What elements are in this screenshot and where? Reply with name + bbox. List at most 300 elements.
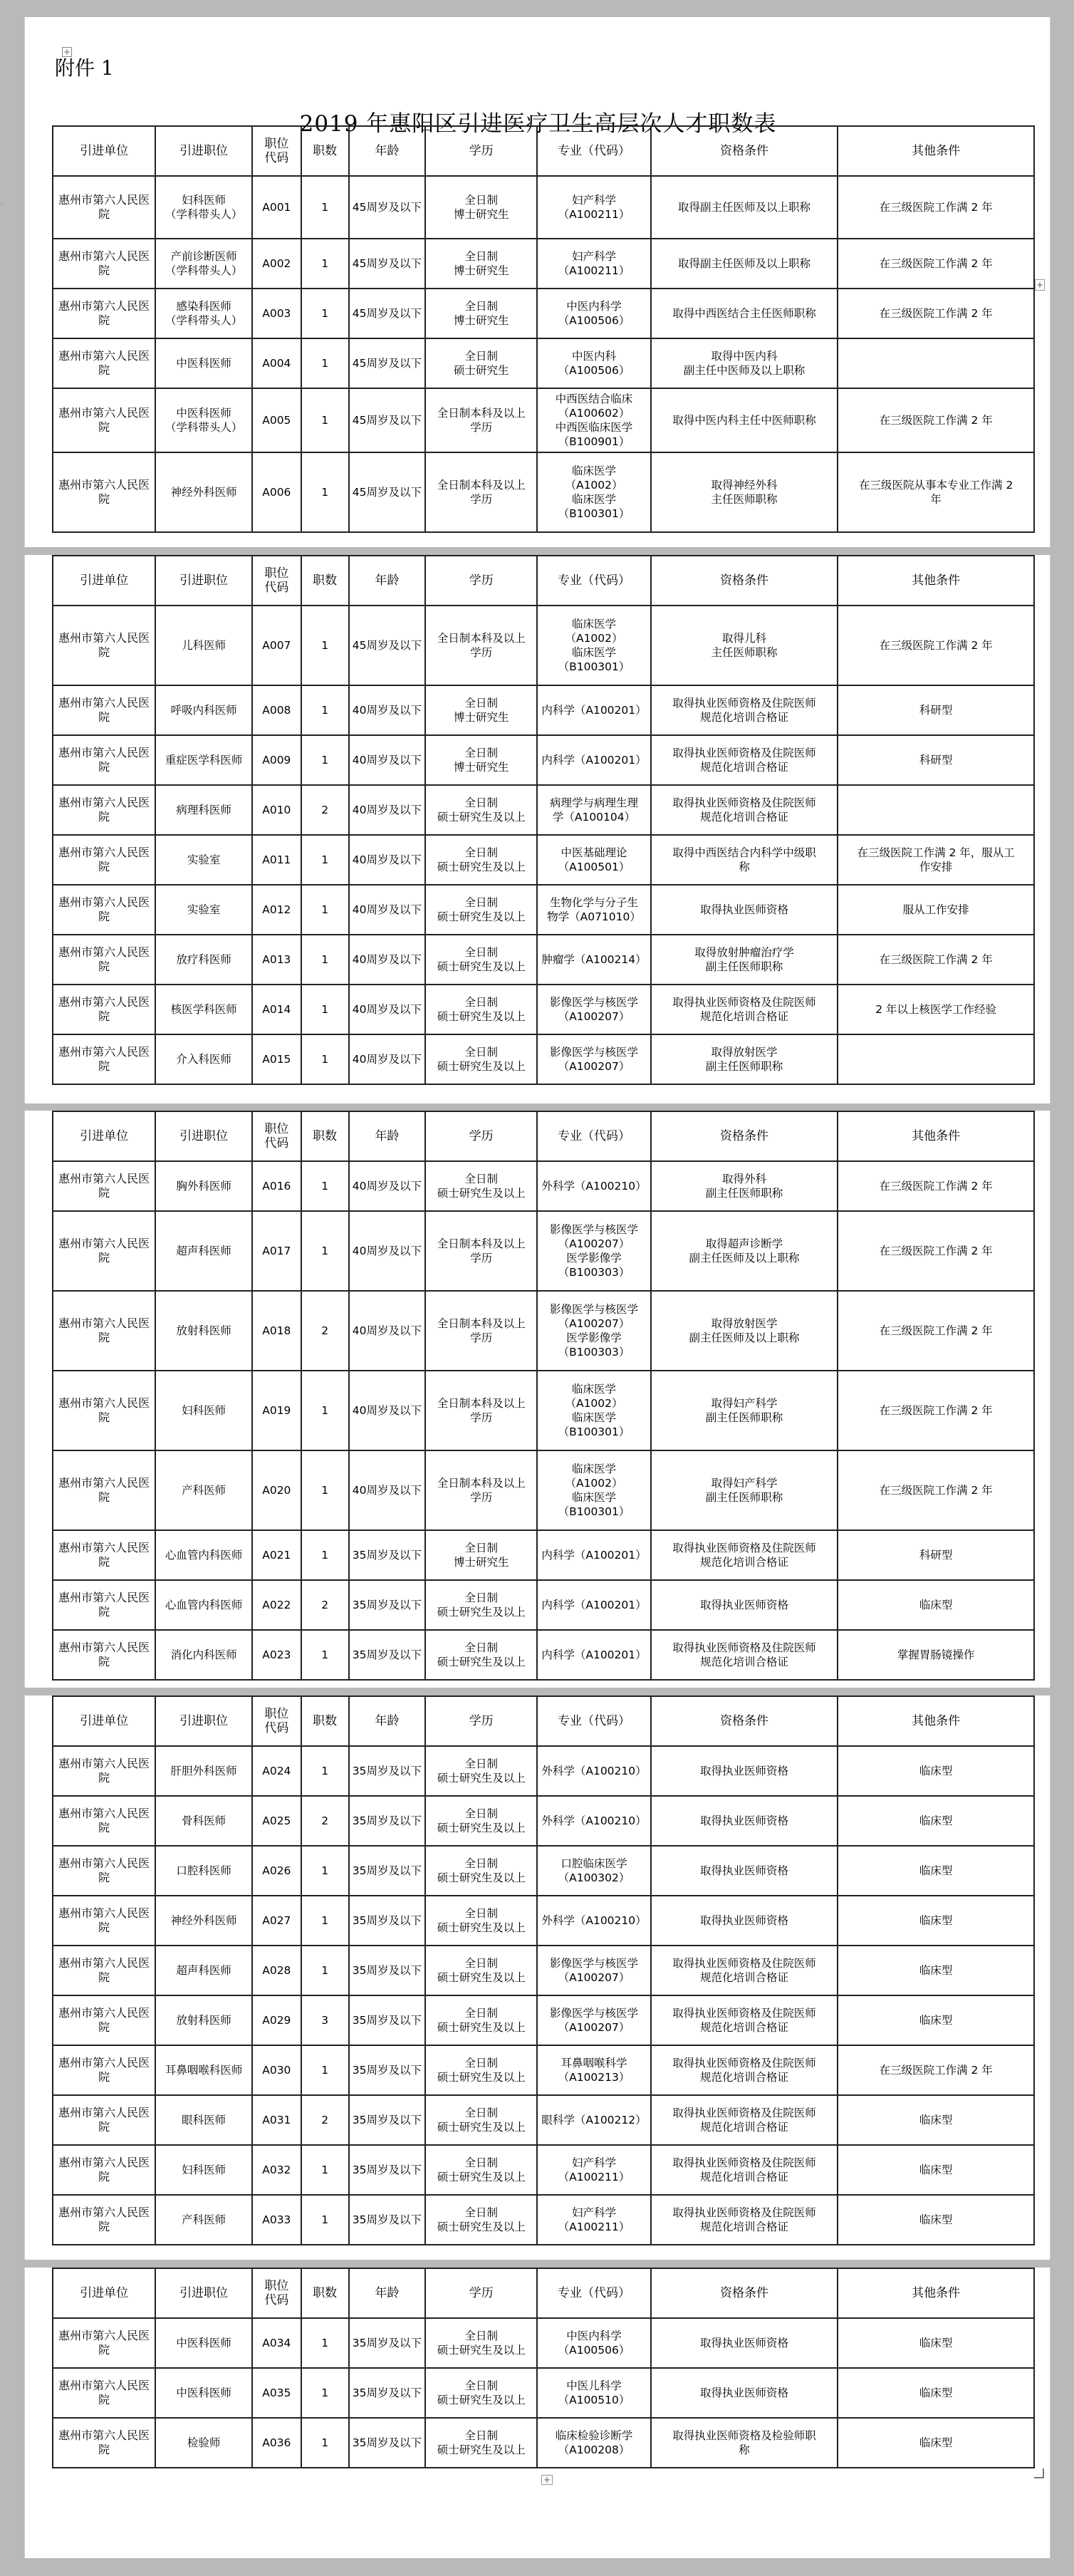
age-cell: 40周岁及以下 — [349, 1450, 426, 1530]
count-cell: 1 — [301, 1161, 349, 1211]
table-resize-handle[interactable] — [1034, 2468, 1044, 2478]
header-other: 其他条件 — [838, 1111, 1034, 1161]
age-cell: 35周岁及以下 — [349, 1846, 426, 1896]
education-cell: 全日制 硕士研究生及以上 — [425, 1995, 537, 2045]
count-cell: 1 — [301, 835, 349, 885]
table-row — [53, 2045, 1034, 2095]
age-cell: 35周岁及以下 — [349, 1995, 426, 2045]
position-cell: 产前诊断医师 （学科带头人） — [155, 239, 252, 289]
header-position: 引进职位 — [155, 556, 252, 606]
other-cell: 临床型 — [838, 1896, 1034, 1946]
code-cell: A022 — [252, 1580, 301, 1630]
major-cell: 临床医学 （A1002） 临床医学 （B100301） — [537, 1450, 650, 1530]
major-cell: 内科学（A100201） — [537, 1530, 650, 1580]
count-cell: 1 — [301, 2045, 349, 2095]
count-cell: 2 — [301, 785, 349, 835]
other-cell: 临床型 — [838, 2195, 1034, 2245]
education-cell: 全日制 博士研究生 — [425, 289, 537, 338]
code-cell: A021 — [252, 1530, 301, 1580]
position-cell: 超声科医师 — [155, 1946, 252, 1995]
qualification-cell: 取得副主任医师及以上职称 — [651, 239, 838, 289]
code-cell: A013 — [252, 935, 301, 985]
org-cell: 惠州市第六人民医院 — [53, 2318, 155, 2368]
header-major: 专业（代码） — [537, 126, 650, 176]
qualification-cell: 取得执业医师资格 — [651, 1580, 838, 1630]
code-cell: A006 — [252, 452, 301, 532]
major-cell: 妇产科学 （A100211） — [537, 2145, 650, 2195]
position-cell: 产科医师 — [155, 2195, 252, 2245]
education-cell: 全日制 硕士研究生及以上 — [425, 2368, 537, 2418]
major-cell: 影像医学与核医学 （A100207） 医学影像学 （B100303） — [537, 1291, 650, 1371]
major-cell: 影像医学与核医学 （A100207） — [537, 1034, 650, 1084]
header-education: 学历 — [425, 126, 537, 176]
header-other: 其他条件 — [838, 556, 1034, 606]
count-cell: 1 — [301, 239, 349, 289]
table-row — [53, 2195, 1034, 2245]
education-cell: 全日制 硕士研究生及以上 — [425, 1896, 537, 1946]
other-cell: 科研型 — [838, 685, 1034, 735]
page-3 — [24, 1111, 1050, 1688]
education-cell: 全日制 硕士研究生及以上 — [425, 2318, 537, 2368]
count-cell: 2 — [301, 1291, 349, 1371]
code-cell: A033 — [252, 2195, 301, 2245]
table-row — [53, 935, 1034, 985]
education-cell: 全日制 硕士研究生及以上 — [425, 1796, 537, 1846]
major-cell: 生物化学与分子生 物学（A071010） — [537, 885, 650, 935]
age-cell: 40周岁及以下 — [349, 1291, 426, 1371]
qualification-cell: 取得副主任医师及以上职称 — [651, 176, 838, 239]
education-cell: 全日制 硕士研究生及以上 — [425, 2045, 537, 2095]
table-row — [53, 388, 1034, 452]
education-cell: 全日制 博士研究生 — [425, 685, 537, 735]
age-cell: 40周岁及以下 — [349, 1371, 426, 1450]
age-cell: 35周岁及以下 — [349, 1580, 426, 1630]
other-cell: 在三级医院从事本专业工作满 2 年 — [838, 452, 1034, 532]
header-other: 其他条件 — [838, 2268, 1034, 2318]
other-cell: 在三级医院工作满 2 年 — [838, 388, 1034, 452]
major-cell: 眼科学（A100212） — [537, 2095, 650, 2145]
table-segment-5 — [52, 2268, 1035, 2468]
other-cell — [838, 338, 1034, 388]
code-cell: A026 — [252, 1846, 301, 1896]
qualification-cell: 取得儿科 主任医师职称 — [651, 606, 838, 685]
other-cell: 临床型 — [838, 1846, 1034, 1896]
code-cell: A019 — [252, 1371, 301, 1450]
major-cell: 中医儿科学 （A100510） — [537, 2368, 650, 2418]
major-cell: 影像医学与核医学 （A100207） — [537, 1946, 650, 1995]
code-cell: A016 — [252, 1161, 301, 1211]
qualification-cell: 取得放射肿瘤治疗学 副主任医师职称 — [651, 935, 838, 985]
header-position: 引进职位 — [155, 1696, 252, 1746]
other-cell: 临床型 — [838, 2318, 1034, 2368]
education-cell: 全日制 硕士研究生及以上 — [425, 835, 537, 885]
code-cell: A028 — [252, 1946, 301, 1995]
major-cell: 肿瘤学（A100214） — [537, 935, 650, 985]
table-row — [53, 338, 1034, 388]
code-cell: A030 — [252, 2045, 301, 2095]
code-cell: A020 — [252, 1450, 301, 1530]
age-cell: 35周岁及以下 — [349, 2418, 426, 2468]
document-title: 2019 年惠阳区引进医疗卫生高层次人才职数表 — [299, 111, 777, 137]
other-cell: 在三级医院工作满 2 年 — [838, 176, 1034, 239]
other-cell: 临床型 — [838, 1580, 1034, 1630]
count-cell: 1 — [301, 685, 349, 735]
count-cell: 1 — [301, 1630, 349, 1680]
table-row — [53, 239, 1034, 289]
age-cell: 35周岁及以下 — [349, 1796, 426, 1846]
org-cell: 惠州市第六人民医院 — [53, 1946, 155, 1995]
qualification-cell: 取得神经外科 主任医师职称 — [651, 452, 838, 532]
education-cell: 全日制 硕士研究生及以上 — [425, 1630, 537, 1680]
position-cell: 介入科医师 — [155, 1034, 252, 1084]
header-org: 引进单位 — [53, 2268, 155, 2318]
other-cell — [838, 785, 1034, 835]
code-cell: A025 — [252, 1796, 301, 1846]
header-other: 其他条件 — [838, 1696, 1034, 1746]
position-cell: 感染科医师 （学科带头人） — [155, 289, 252, 338]
qualification-cell: 取得超声诊断学 副主任医师及以上职称 — [651, 1211, 838, 1291]
org-cell: 惠州市第六人民医院 — [53, 1530, 155, 1580]
code-cell: A017 — [252, 1211, 301, 1291]
header-count: 职数 — [301, 1111, 349, 1161]
org-cell: 惠州市第六人民医院 — [53, 985, 155, 1034]
org-cell: 惠州市第六人民医院 — [53, 1580, 155, 1630]
education-cell: 全日制本科及以上 学历 — [425, 452, 537, 532]
qualification-cell: 取得执业医师资格 — [651, 1896, 838, 1946]
position-cell: 儿科医师 — [155, 606, 252, 685]
table-segment-3 — [52, 1111, 1035, 1681]
other-cell: 临床型 — [838, 1746, 1034, 1796]
count-cell: 1 — [301, 2195, 349, 2245]
age-cell: 45周岁及以下 — [349, 338, 426, 388]
table-row — [53, 1580, 1034, 1630]
other-cell: 在三级医院工作满 2 年 — [838, 239, 1034, 289]
qualification-cell: 取得执业医师资格及住院医师 规范化培训合格证 — [651, 735, 838, 785]
count-cell: 1 — [301, 1946, 349, 1995]
age-cell: 45周岁及以下 — [349, 606, 426, 685]
other-cell: 临床型 — [838, 1995, 1034, 2045]
qualification-cell: 取得执业医师资格及住院医师 规范化培训合格证 — [651, 1630, 838, 1680]
org-cell: 惠州市第六人民医院 — [53, 1796, 155, 1846]
qualification-cell: 取得执业医师资格 — [651, 1846, 838, 1896]
header-code: 职位 代码 — [252, 556, 301, 606]
qualification-cell: 取得中医内科主任中医师职称 — [651, 388, 838, 452]
count-cell: 1 — [301, 388, 349, 452]
education-cell: 全日制 硕士研究生 — [425, 338, 537, 388]
header-code: 职位 代码 — [252, 126, 301, 176]
position-cell: 妇科医师 — [155, 2145, 252, 2195]
position-cell: 心血管内科医师 — [155, 1580, 252, 1630]
education-cell: 全日制本科及以上 学历 — [425, 1291, 537, 1371]
major-cell: 病理学与病理生理 学（A100104） — [537, 785, 650, 835]
education-cell: 全日制 硕士研究生及以上 — [425, 1580, 537, 1630]
page-1 — [24, 17, 1050, 547]
major-cell: 内科学（A100201） — [537, 1630, 650, 1680]
table-move-handle[interactable]: + — [63, 47, 71, 57]
other-cell: 掌握胃肠镜操作 — [838, 1630, 1034, 1680]
major-cell: 临床医学 （A1002） 临床医学 （B100301） — [537, 606, 650, 685]
org-cell: 惠州市第六人民医院 — [53, 239, 155, 289]
position-cell: 胸外科医师 — [155, 1161, 252, 1211]
age-cell: 40周岁及以下 — [349, 735, 426, 785]
code-cell: A027 — [252, 1896, 301, 1946]
table-row — [53, 2145, 1034, 2195]
education-cell: 全日制 硕士研究生及以上 — [425, 1034, 537, 1084]
positions-table — [52, 1111, 1035, 1681]
count-cell: 1 — [301, 176, 349, 239]
major-cell: 妇产科学 （A100211） — [537, 2195, 650, 2245]
position-cell: 中医科医师 — [155, 2318, 252, 2368]
position-cell: 放疗科医师 — [155, 935, 252, 985]
count-cell: 1 — [301, 735, 349, 785]
age-cell: 45周岁及以下 — [349, 388, 426, 452]
count-cell: 1 — [301, 338, 349, 388]
other-cell: 在三级医院工作满 2 年 — [838, 1371, 1034, 1450]
education-cell: 全日制 硕士研究生及以上 — [425, 2418, 537, 2468]
education-cell: 全日制 硕士研究生及以上 — [425, 1746, 537, 1796]
positions-table — [52, 125, 1035, 533]
education-cell: 全日制 硕士研究生及以上 — [425, 1161, 537, 1211]
position-cell: 骨科医师 — [155, 1796, 252, 1846]
major-cell: 妇产科学 （A100211） — [537, 176, 650, 239]
major-cell: 临床检验诊断学 （A100208） — [537, 2418, 650, 2468]
education-cell: 全日制 硕士研究生及以上 — [425, 2145, 537, 2195]
org-cell: 惠州市第六人民医院 — [53, 452, 155, 532]
org-cell: 惠州市第六人民医院 — [53, 338, 155, 388]
code-cell: A032 — [252, 2145, 301, 2195]
code-cell: A015 — [252, 1034, 301, 1084]
major-cell: 影像医学与核医学 （A100207） — [537, 985, 650, 1034]
education-cell: 全日制 硕士研究生及以上 — [425, 1946, 537, 1995]
code-cell: A029 — [252, 1995, 301, 2045]
positions-table — [52, 555, 1035, 1085]
header-org: 引进单位 — [53, 126, 155, 176]
table-row — [53, 1371, 1034, 1450]
header-count: 职数 — [301, 556, 349, 606]
header-qualification: 资格条件 — [651, 2268, 838, 2318]
age-cell: 35周岁及以下 — [349, 1630, 426, 1680]
age-cell: 35周岁及以下 — [349, 1746, 426, 1796]
positions-table — [52, 2268, 1035, 2468]
age-cell: 40周岁及以下 — [349, 1211, 426, 1291]
table-segment-2 — [52, 555, 1035, 1085]
table-row — [53, 1161, 1034, 1211]
major-cell: 外科学（A100210） — [537, 1896, 650, 1946]
education-cell: 全日制 硕士研究生及以上 — [425, 2195, 537, 2245]
age-cell: 35周岁及以下 — [349, 2318, 426, 2368]
table-segment-4 — [52, 1695, 1035, 2245]
major-cell: 耳鼻咽喉科学 （A100213） — [537, 2045, 650, 2095]
age-cell: 35周岁及以下 — [349, 1946, 426, 1995]
table-row — [53, 1630, 1034, 1680]
qualification-cell: 取得外科 副主任医师职称 — [651, 1161, 838, 1211]
qualification-cell: 取得执业医师资格 — [651, 885, 838, 935]
count-cell: 1 — [301, 2418, 349, 2468]
qualification-cell: 取得执业医师资格及住院医师 规范化培训合格证 — [651, 985, 838, 1034]
table-row — [53, 835, 1034, 885]
code-cell: A004 — [252, 338, 301, 388]
major-cell: 中医基础理论 （A100501） — [537, 835, 650, 885]
table-row — [53, 1530, 1034, 1580]
position-cell: 呼吸内科医师 — [155, 685, 252, 735]
header-education: 学历 — [425, 556, 537, 606]
age-cell: 35周岁及以下 — [349, 2145, 426, 2195]
qualification-cell: 取得执业医师资格及住院医师 规范化培训合格证 — [651, 1995, 838, 2045]
qualification-cell: 取得执业医师资格 — [651, 1796, 838, 1846]
header-qualification: 资格条件 — [651, 556, 838, 606]
major-cell: 外科学（A100210） — [537, 1746, 650, 1796]
other-cell: 2 年以上核医学工作经验 — [838, 985, 1034, 1034]
qualification-cell: 取得中医内科 副主任中医师及以上职称 — [651, 338, 838, 388]
other-cell: 在三级医院工作满 2 年 — [838, 2045, 1034, 2095]
position-cell: 产科医师 — [155, 1450, 252, 1530]
age-cell: 40周岁及以下 — [349, 985, 426, 1034]
count-cell: 1 — [301, 1746, 349, 1796]
table-row — [53, 735, 1034, 785]
education-cell: 全日制 博士研究生 — [425, 735, 537, 785]
add-row-handle[interactable]: + — [541, 2475, 553, 2485]
org-cell: 惠州市第六人民医院 — [53, 1371, 155, 1450]
major-cell: 内科学（A100201） — [537, 735, 650, 785]
org-cell: 惠州市第六人民医院 — [53, 2145, 155, 2195]
header-age: 年龄 — [349, 1111, 426, 1161]
count-cell: 1 — [301, 885, 349, 935]
org-cell: 惠州市第六人民医院 — [53, 2095, 155, 2145]
position-cell: 心血管内科医师 — [155, 1530, 252, 1580]
org-cell: 惠州市第六人民医院 — [53, 176, 155, 239]
education-cell: 全日制本科及以上 学历 — [425, 1371, 537, 1450]
position-cell: 重症医学科医师 — [155, 735, 252, 785]
table-row — [53, 289, 1034, 338]
position-cell: 消化内科医师 — [155, 1630, 252, 1680]
qualification-cell: 取得执业医师资格及住院医师 规范化培训合格证 — [651, 2095, 838, 2145]
header-age: 年龄 — [349, 126, 426, 176]
count-cell: 1 — [301, 1450, 349, 1530]
education-cell: 全日制 硕士研究生及以上 — [425, 785, 537, 835]
position-cell: 耳鼻咽喉科医师 — [155, 2045, 252, 2095]
header-age: 年龄 — [349, 556, 426, 606]
age-cell: 35周岁及以下 — [349, 2045, 426, 2095]
table-row — [53, 1746, 1034, 1796]
code-cell: A012 — [252, 885, 301, 935]
org-cell: 惠州市第六人民医院 — [53, 785, 155, 835]
position-cell: 超声科医师 — [155, 1211, 252, 1291]
position-cell: 眼科医师 — [155, 2095, 252, 2145]
qualification-cell: 取得执业医师资格及住院医师 规范化培训合格证 — [651, 685, 838, 735]
org-cell: 惠州市第六人民医院 — [53, 2195, 155, 2245]
table-header-row — [53, 556, 1034, 606]
header-major: 专业（代码） — [537, 2268, 650, 2318]
header-education: 学历 — [425, 2268, 537, 2318]
age-cell: 40周岁及以下 — [349, 785, 426, 835]
header-education: 学历 — [425, 1111, 537, 1161]
annex-label: 附件 1 — [55, 56, 114, 80]
table-row — [53, 985, 1034, 1034]
other-cell: 在三级医院工作满 2 年 — [838, 1291, 1034, 1371]
count-cell: 1 — [301, 2145, 349, 2195]
count-cell: 1 — [301, 1846, 349, 1896]
header-qualification: 资格条件 — [651, 1696, 838, 1746]
qualification-cell: 取得执业医师资格及住院医师 规范化培训合格证 — [651, 2145, 838, 2195]
org-cell: 惠州市第六人民医院 — [53, 1846, 155, 1896]
count-cell: 1 — [301, 935, 349, 985]
page-5 — [24, 2268, 1050, 2558]
major-cell: 外科学（A100210） — [537, 1796, 650, 1846]
table-segment-1 — [52, 125, 1035, 533]
add-column-handle[interactable]: + — [1036, 280, 1044, 290]
count-cell: 3 — [301, 1995, 349, 2045]
age-cell: 35周岁及以下 — [349, 1530, 426, 1580]
position-cell: 实验室 — [155, 835, 252, 885]
table-row — [53, 1034, 1034, 1084]
code-cell: A031 — [252, 2095, 301, 2145]
other-cell: 临床型 — [838, 2145, 1034, 2195]
code-cell: A023 — [252, 1630, 301, 1680]
position-cell: 放射科医师 — [155, 1995, 252, 2045]
other-cell: 科研型 — [838, 735, 1034, 785]
count-cell: 1 — [301, 2318, 349, 2368]
table-header-row — [53, 2268, 1034, 2318]
position-cell: 中医科医师 — [155, 338, 252, 388]
other-cell: 在三级医院工作满 2 年 — [838, 289, 1034, 338]
age-cell: 35周岁及以下 — [349, 2095, 426, 2145]
code-cell: A034 — [252, 2318, 301, 2368]
education-cell: 全日制 博士研究生 — [425, 1530, 537, 1580]
org-cell: 惠州市第六人民医院 — [53, 1291, 155, 1371]
page-4 — [24, 1695, 1050, 2260]
header-count: 职数 — [301, 1696, 349, 1746]
header-age: 年龄 — [349, 2268, 426, 2318]
count-cell: 1 — [301, 452, 349, 532]
age-cell: 35周岁及以下 — [349, 1896, 426, 1946]
table-row — [53, 1995, 1034, 2045]
count-cell: 2 — [301, 1580, 349, 1630]
age-cell: 40周岁及以下 — [349, 885, 426, 935]
major-cell: 中医内科 （A100506） — [537, 338, 650, 388]
education-cell: 全日制 硕士研究生及以上 — [425, 935, 537, 985]
header-code: 职位 代码 — [252, 2268, 301, 2318]
table-header-row — [53, 126, 1034, 176]
count-cell: 1 — [301, 1211, 349, 1291]
header-qualification: 资格条件 — [651, 1111, 838, 1161]
table-header-row — [53, 1696, 1034, 1746]
qualification-cell: 取得中西医结合主任医师职称 — [651, 289, 838, 338]
qualification-cell: 取得执业医师资格及住院医师 规范化培训合格证 — [651, 1530, 838, 1580]
position-cell: 中医科医师 （学科带头人） — [155, 388, 252, 452]
qualification-cell: 取得妇产科学 副主任医师职称 — [651, 1450, 838, 1530]
org-cell: 惠州市第六人民医院 — [53, 685, 155, 735]
page-2 — [24, 555, 1050, 1103]
header-code: 职位 代码 — [252, 1111, 301, 1161]
code-cell: A014 — [252, 985, 301, 1034]
header-org: 引进单位 — [53, 1111, 155, 1161]
qualification-cell: 取得执业医师资格 — [651, 2368, 838, 2418]
org-cell: 惠州市第六人民医院 — [53, 1034, 155, 1084]
org-cell: 惠州市第六人民医院 — [53, 885, 155, 935]
other-cell: 在三级医院工作满 2 年 — [838, 606, 1034, 685]
count-cell: 1 — [301, 289, 349, 338]
age-cell: 40周岁及以下 — [349, 685, 426, 735]
count-cell: 1 — [301, 1034, 349, 1084]
org-cell: 惠州市第六人民医院 — [53, 1161, 155, 1211]
other-cell: 在三级医院工作满 2 年 — [838, 1211, 1034, 1291]
education-cell: 全日制 硕士研究生及以上 — [425, 985, 537, 1034]
header-education: 学历 — [425, 1696, 537, 1746]
count-cell: 1 — [301, 606, 349, 685]
education-cell: 全日制本科及以上 学历 — [425, 1450, 537, 1530]
table-row — [53, 606, 1034, 685]
other-cell: 在三级医院工作满 2 年，服从工 作安排 — [838, 835, 1034, 885]
